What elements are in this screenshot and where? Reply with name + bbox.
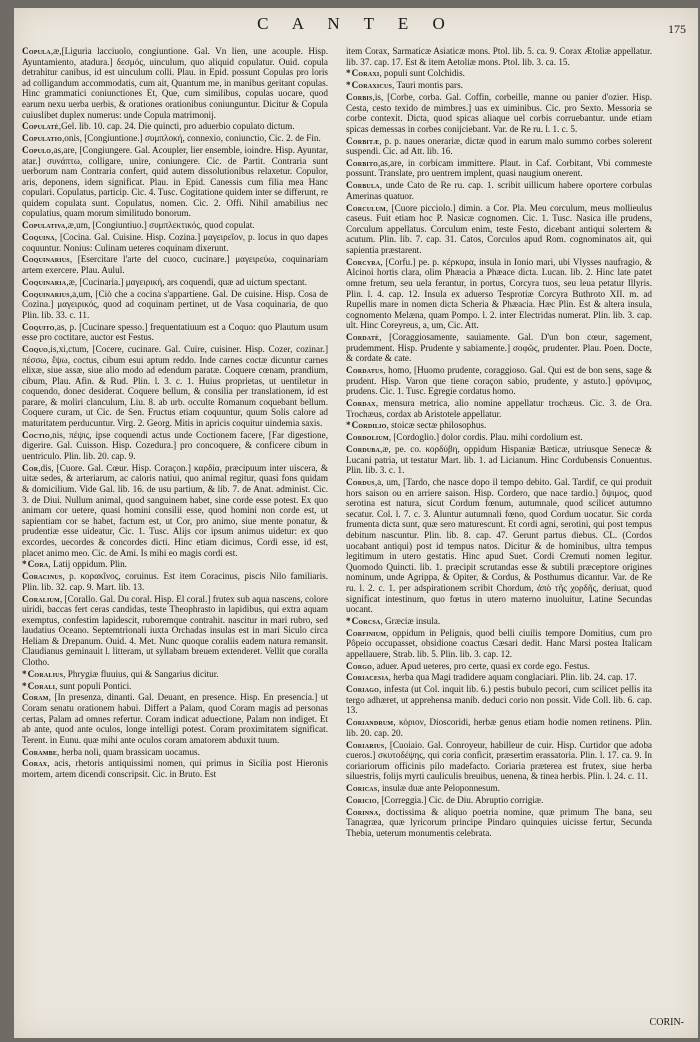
dictionary-entry: [346, 46, 652, 67]
entry-text: ,dis, [Cuore. Gal. Cœur. Hisp. Coraçon.] καρδία, præcipuum inter uiscera, & uitæ sedes, & arteriarum, ac caloris natiui, quo animal regitur, quasi fons quidam & domicilium. Vide Gal. lib. 16. de usu partium, & lib. 7. de Anat. administ. Cic. 3. de Diui. Nullum animal, quod sanguinem habet, sine corde esse potest. Ex quo animam cor uetere, quasi homini consilii esse, quod homini non corde est, ut sapientiam cor se habet, factum est, ut Cor, pro animo, siue mente ponatur, & prudentiæ esse uideatur, Cic. 1. Tusc. Alijs cor ipsum animus uidetur: ex quo excordes, uecordes & concordes dicti. Hinc etiam dicimus, Cordi esse, id est, placet animo meo. Cic. de Ami. Is mihi eo magis cordi est.: [22, 462, 328, 558]
headword: Coctio: [22, 429, 50, 440]
headword: Corgo: [346, 660, 372, 671]
dictionary-entry: [346, 444, 652, 476]
entry-text: , κόριον, Dioscoridi, herbæ genus etiam hodie nomen retinens. Plin. lib. 20. cap. 20.: [346, 717, 652, 738]
dictionary-entry: [346, 616, 652, 627]
entry-text: item Corax, Sarmaticæ Asiaticæ mons. Ptol. lib. 5. ca. 9. Corax Ætoliæ appellatur. lib. 37. cap. 17. Est & item Aetoliæ mons. Ptol. lib. 3. ca. 15.: [346, 46, 652, 67]
entry-text: , [Cordoglio.] dolor cordis. Plau. mihi cordolium est.: [388, 432, 583, 443]
dictionary-entry: [22, 559, 328, 570]
dictionary-entry: [22, 692, 328, 745]
headword: Coralius: [27, 668, 64, 679]
dictionary-entry: [22, 463, 328, 558]
dictionary-entry: [346, 477, 652, 615]
dictionary-entry: [346, 80, 652, 91]
headword: Cordolium: [346, 432, 389, 443]
dictionary-entry: [22, 322, 328, 343]
dictionary-entry: [22, 289, 328, 321]
dictionary-entry: [22, 232, 328, 253]
dictionary-entry: [22, 758, 328, 779]
headword: Coriarius: [346, 739, 385, 750]
entry-text: , acis, rhetoris antiquissimi nomen, qui primus in Sicilia post Hieronis mortem, artem dicendi conscripsit. Cic. in Bruto. Est: [22, 758, 328, 779]
entry-text: , p. κορακῖνος, coruinus. Est item Coracinus, piscis Nilo familiaris. Plin. lib. 32. cap. 9. Mart. lib. 13.: [22, 571, 328, 592]
asterisk-mark: *: [346, 615, 351, 626]
headword: Coquito: [22, 321, 55, 332]
headword: Corbito: [346, 157, 378, 168]
dictionary-entry: [346, 672, 652, 683]
headword: Cordatè: [346, 332, 380, 343]
headword: Coracinus: [22, 571, 63, 582]
entry-text: ,æ, [Cucinaria.] μαγειρική, ars coquendi, quæ ad uictum spectant.: [66, 276, 307, 287]
headword: Coquinarius: [22, 288, 70, 299]
entry-text: , [Corfu.] pe. p. κέρκυρα, insula in Ionio mari, ubi Vlysses naufragio, & Alcinoi hortis clara, olim Phæacia a Phæace dicta. Lucan. lib. 2. Hinc late patet omne fretum, seu uela ferantur, in portus, Corcyra tuos, seu leua petatur Illyris. Plin. l. 4. cap. 12. Insula ex aduerso Tesprotiæ Corcyra Buthroto XII. m. ad Rupellis mare in nomen dicta Scheria & Phæacia. Hæc Plin. Est & altera insula, cognomento Melæna, quam Pompo. l. 2. inter Electridas numerat. Plin. lib. 3. cap. ult. Hinc Coreyreus, a, um, Cic. Att.: [346, 256, 652, 331]
entry-text: , [Cocina. Gal. Cuisine. Hisp. Cozina.] μαγειρεῖον, p. locus in quo dapes coquuntur. Nonius: Culinam ueteres coquinam dixerunt.: [22, 232, 328, 253]
entry-text: ,Gel. lib. 10. cap. 24. Die quincti, pro aduerbio copulato dictum.: [58, 121, 295, 132]
headword: Corbula: [346, 180, 380, 191]
entry-text: , homo, [Huomo prudente, coraggioso. Gal. Qui est de bon sens, sage & prudent. Hisp. Varon que tiene coraçon sabio, prudente, y astuto.] φρόνιμος, prudens. Cic. 1. Tusc. Egregie cordatus homo.: [346, 365, 652, 397]
dictionary-entry: [346, 92, 652, 134]
dictionary-entry: [346, 783, 652, 794]
headword: Copulatè: [22, 121, 59, 132]
dictionary-entry: [346, 136, 652, 157]
entry-text: ,a,um, [Ciò che a cocina s'appartiene. Gal. De cuisine. Hisp. Cosa de Cozina.] μαγειρικός, quod ad coquinam pertinet, ut de Vasa coquinaria, de quo Plin. lib. 33. c. 11.: [22, 288, 328, 320]
dictionary-entry: [22, 430, 328, 462]
entry-text: , Tauri montis pars.: [392, 80, 463, 91]
headword: Corcsa: [351, 615, 381, 626]
asterisk-mark: *: [22, 559, 27, 570]
entry-text: , [Coraggiosamente, sauiamente. Gal. D'un bon cœur, sagement, prudemment. Hisp. Prudente y sabiamente.] σοφῶς, prudenter. Plau. Poen. Docte, & cordate & cate.: [346, 332, 652, 364]
headword: Coquo: [22, 343, 48, 354]
dictionary-entry: [346, 68, 652, 79]
running-head: C A N T E O: [257, 14, 455, 33]
headword: Coram: [22, 692, 49, 703]
dictionary-entry: [22, 277, 328, 288]
dictionary-entry: [346, 203, 652, 256]
entry-text: ,as, p. [Cucinare spesso.] frequentatiuum est a Coquo: quo Plautum usum esse pro coctitare, auctor est Festus.: [22, 321, 328, 343]
dictionary-entry: [346, 180, 652, 201]
headword: Copula: [22, 46, 51, 56]
entry-text: , populi sunt Colchidis.: [379, 68, 465, 79]
entry-text: , Latij oppidum. Plin.: [48, 559, 127, 570]
dictionary-entry: [346, 398, 652, 419]
headword: Coriacesia: [346, 672, 389, 683]
dictionary-entry: [22, 681, 328, 692]
headword: Coriandrum: [346, 717, 394, 728]
dictionary-entry: [346, 795, 652, 806]
entry-text: , unde Cato de Re ru. cap. 1. scribit uillicum habere oportere corbulas Amerinas quatuor.: [346, 180, 652, 201]
dictionary-entry: [346, 432, 652, 443]
headword: Copulativa: [22, 220, 66, 231]
headword: Copulo: [22, 144, 52, 155]
headword: Coralium: [22, 593, 60, 604]
dictionary-entry: [346, 365, 652, 397]
dictionary-entry: [346, 628, 652, 660]
entry-text: ,æ,um, [Congiuntiuo.] συμπλεκτικός, quod copulat.: [65, 220, 255, 231]
entry-text: , oppidum in Pelignis, quod belli ciuilis tempore Domitius, cum pro Pôpeio occupasset, obsidione coactus Cæsari dedit. Hanc Marsi postea Italicam appellauere, Strab. lib. 5. Plin. lib. 3. cap. 12.: [346, 627, 652, 659]
headword: Corcyra: [346, 256, 381, 267]
page: [14, 8, 698, 1038]
headword: Corculum: [346, 202, 386, 213]
asterisk-mark: *: [22, 668, 27, 679]
headword: Coraxicus: [351, 80, 393, 91]
headword: Cordatus: [346, 365, 384, 376]
headword: Corinna: [346, 806, 379, 817]
entry-text: ,æ, pe. co. κορδύβη, oppidum Hispaniæ Bæticæ, utriusque Senecæ & Lucani patria, ut testatur Mart. lib. 1. ad Licianum. Hinc Cordubensis Conuentus. Plin. lib. 3. c. 1.: [346, 444, 652, 476]
headword: Corambe: [22, 746, 58, 757]
headword: Coraxi: [351, 68, 380, 79]
dictionary-entry: [346, 684, 652, 716]
headword: Corbitæ: [346, 135, 380, 146]
catchword: CORIN-: [649, 1017, 684, 1028]
entry-text: ,a, um, [Tardo, che nasce dopo il tempo debito. Gal. Tardif, ce qui produit hors saison ou en arriere saison. Hisp. Cordero, que nace tardio.] ὄψιμος, quod serotina est natura, sicut Cordum fœnum, autumnale, quod scilicet autumno secatur. Col. l. 7. c. 3. Aluntur autumnali fœno, quod Cordum uocatur. Sic corda frumenta dicta sunt, quæ sero maturescunt. Et cordi agni, serotini, qui post tempus debitum nascuntur. Plin. lib. 8. cap. 47. Gerunt partus diebus. CL. (Cordos uocabant antiqui) post id tempus natos. Dicitur & de hominibus, ultra tempus legitimum in utero gestatis. Hinc apud Suet. Cordi Cremuti nomen legitur. Quomodo Quincti. lib. 1. præcipit scrutandas esse & subtili præceptore origines nominum, unde Agrippa, & Opiter, & Cordus, & Posthumus dicantur. Var. de Re ru. l. 2. c. 1. per adspirationem scribit Chordum, ἀπὸ τῆς χορδῆς, deriuat, quod significat intestinum, quo fœtus in utero materno inuoluitur, Latine Secundas uocant.: [346, 476, 652, 615]
entry-text: , [Cuore picciolo.] dimin. a Cor. Pla. Meu corculum, meus mollieulus caseus. Fuit etiam hoc P. Nasicæ cognomen. Cic. 1. Tusc. Nasica ille prudens, Corculum appellatus. Corculum enim, teste Festo, dicebant antiqui solertem & acutum. Plin. lib. 7. cap. 31. Catos, Corculos apud Rom. cognominatos ait, qui sapientia præstarent.: [346, 202, 652, 255]
entry-text: , sunt populi Pontici.: [55, 680, 132, 691]
entry-text: , herba qua Magi tradidere aquam conglaciari. Plin. lib. 24. cap. 17.: [388, 672, 637, 683]
dictionary-entry: [22, 133, 328, 144]
entry-text: ,æ,[Liguria lacciuolo, congiuntione. Gal. Vn lien, une acouple. Hisp. Ayuntamiento, atadura.] δεσμός, uinculum, quo aliquid copulatur. Ouid. copula detrahitur canibus, id est uinculum colli. Plau. in Epid. possunt Copulas pro loris ad colligandum accommodatis, cum ait, Quantum me, in manibus geritant copulas. Hinc grammatici coniunctiones Et, Que, cum similibus, copulas uocare, quod earum nexu uerba uerbis, & orationes orationibus coniunguntur. Dicitur & Copula cuiuslibet duplex numerus: unde Copula matrimonij.: [22, 46, 328, 120]
headword: Corduba: [346, 444, 381, 454]
headword: Corax: [22, 758, 48, 769]
dictionary-entry: [22, 46, 328, 120]
headword: Corfinium: [346, 627, 387, 638]
entry-text: ,is,xi,ctum, [Cocere, cucinare. Gal. Cuire, cuisiner. Hisp. Cozer, cozinar.] πέσσω, ἕψω, coctus, cibum esui aptum reddo. Inde carnes coctæ dicuntur carnes elixæ, siue assæ, siue alio modo ad edendum paratæ. Coquere cœnam, prandium, cibum, Plau. Afin. & Rud. Plin. l. 3. c. 1. Huius proprietas, ut uentiletur in coquendo, donec desiderat. Coquere bellum, & consilia per translationem, id est parare, & moliri clanculum, Liu. 8. ab urb. occulte Romanum coquebant bellum. Coquere curam, ut Cic. de Sen. Fructus etiam coquuntur, quum Solis calore ad maturitatem perducuntur. Virg. 2. Georg. Mitis in apricis coquitur uindemia saxis.: [22, 343, 328, 429]
headword: Cordus: [346, 476, 375, 487]
dictionary-entry: [22, 344, 328, 429]
dictionary-entry: [22, 121, 328, 132]
entry-text: , aduer. Apud ueteres, pro certe, quasi ex corde ego. Festus.: [371, 660, 590, 671]
asterisk-mark: *: [22, 680, 27, 691]
dictionary-entry: [346, 158, 652, 179]
entry-text: ,onis, [Congiuntione.] συμπλοκή, connexio, coniunctio, Cic. 2. de Fin.: [62, 133, 321, 144]
dictionary-entry: [22, 571, 328, 592]
entry-text: ,as,are, in corbicam immittere. Plaut. in Caf. Corbitant, Vbi commeste possunt. Translate, pro uentrem implent, quasi naugium onerent.: [346, 157, 652, 179]
entry-text: , Phrygiæ fluuius, qui & Sangarius dicitur.: [63, 668, 219, 679]
dictionary-entry: [346, 717, 652, 738]
headword: Coricio: [346, 794, 377, 805]
entry-text: , infesta (ut Col. inquit lib. 6.) pestis bubulo pecori, cum scilicet pellis ita tergo adhæret, ut apprehensa manib. deduci corio non possit. Vide Coll. lib. 6. cap. 13.: [346, 684, 652, 716]
headword: Coquinarius: [22, 254, 70, 265]
entry-text: , herba noli, quam brassicam uocamus.: [57, 746, 200, 757]
headword: Cordax: [346, 398, 376, 409]
dictionary-entry: [22, 254, 328, 275]
dictionary-entry: [22, 220, 328, 231]
dictionary-entry: [346, 332, 652, 364]
headword: Cor: [22, 462, 39, 473]
dictionary-entry: [22, 594, 328, 668]
headword: Coricas: [346, 783, 378, 794]
entry-text: , [Cuoiaio. Gal. Conroyeur, habilleur de cuir. Hisp. Curtidor que adoba cueros.] σκυτοδέψης, qui coria conficit, præsertim erassatoria. Plin. l. 17. ca. 9. In coriariorum officinis pilo madefacto. Coriaria præterea est frutex, siue herba siluestris, folijs myrti cauliculis breuibus, uenena, & tinea herbis. Plin. l. 24. c. 11.: [346, 739, 652, 782]
entry-text: , mensura metrica, alio nomine appellatur trochæus. Cic. 3. de Ora. Trochæus, cordax ab Aristotele appellatur.: [346, 398, 652, 419]
entry-text: ,as,are, [Congiungere. Gal. Acoupler, lier ensemble, ioindre. Hisp. Ayuntar, atar.] συνάπτω, colligare, unire, coniungere. Cic. de Partit. Contraria sunt uerborum nam Contraria confert, quid autem dissolutionibus relaxetur. Copulor, aris, deponens, idem significat. Plau. in Epid. Canessis cum filia mea Hanc copulari. Copulatus, particip. Cic. 4. Tusc. Cogitatione quidem inter se differunt, re quidem copulata sunt. Copulatus, nomen. Cic. 2. Offi. Nihil amabilius nec copulatius, quam morum similitudo bonorum.: [22, 144, 328, 219]
headword: Corali: [27, 680, 56, 691]
entry-text: , insulæ duæ ante Peloponnesum.: [377, 783, 500, 794]
entry-text: , [Correggia.] Cic. de Diu. Abruptio corrigiæ.: [376, 794, 544, 805]
entry-text: ,nis, πέψις, ipse coquendi actus unde Coctionem facere, [Far digestione, digerire. Gal. Cuisson. Hisp. Cozedura.] pro concoquere, & conficere cibum in uentriculo. Plin. lib. 20. cap. 9.: [22, 429, 328, 462]
dictionary-entry: [22, 747, 328, 758]
dictionary-entry: [22, 145, 328, 219]
asterisk-mark: *: [346, 420, 351, 431]
headword: Cordilio: [351, 420, 387, 431]
dictionary-entry: [346, 257, 652, 331]
dictionary-entry: [22, 669, 328, 680]
headword: Cora: [27, 559, 49, 570]
entry-text: , stoicæ sectæ philosophus.: [386, 420, 487, 431]
entry-text: , Græciæ insula.: [380, 615, 441, 626]
page-number: 175: [668, 22, 686, 36]
asterisk-mark: *: [346, 80, 351, 91]
entry-text: , [In presenza, dinanti. Gal. Deuant, en presence. Hisp. En presencia.] ut Coram senatu orationem habui. Differt a Palam, quod Coram magis ad personas certas, Palam ad omnes refertur. Coram indicat aduectione, Palam non indiget. Et ab ante, quod ante oculos, longe intelligi potest. Coram proximitatem significat. Terent. in Eunu. quæ mihi ante oculos coram amatorem abduxit tuum.: [22, 692, 328, 745]
entry-text: , [Esercitare l'arte del cuoco, cucinare.] μαγειρεύω, coquinariam artem exercere. Plau. Aulul.: [22, 254, 328, 275]
left-column: [22, 46, 328, 1026]
headword: Corbis: [346, 91, 373, 102]
entry-text: , p. p. naues onerariæ, dictæ quod in earum malo summo corbes solerent suspendi. Cic. ad Att. lib. 16.: [346, 135, 652, 157]
headword: Coquinaria: [22, 276, 67, 287]
asterisk-mark: *: [346, 68, 351, 79]
entry-text: , doctissima & aliquo poetria nomine, quæ primum The bana, seu Tanagræa, quæ lyricorum principe Pindaro quinquies uicisse fertur, Secunda Thebia, ueterum monumentis celebrata.: [346, 806, 652, 838]
headword: Coquina: [22, 232, 55, 243]
entry-text: ,is, [Corbe, corba. Gal. Coffin, corbeille, manne ou panier d'ozier. Hisp. Cesta, cesto texido de mimbres.] uas ex uiminibus. Cic. pro Sexto. Messoria se corbe contexit. Dicta, quod spicas aliaque uel corbis corruebantur. unde etiam spicas demessas in corbes conijciebant. Var. de Re ru. l. 1. c. 5.: [346, 91, 652, 134]
dictionary-entry: [346, 661, 652, 672]
dictionary-entry: [346, 740, 652, 782]
right-column: [346, 46, 652, 1026]
entry-text: , [Corallo. Gal. Du coral. Hisp. El coral.] frutex sub aqua nascens, colore uiridi, baccas fert ceras candidas, teste Theophrasto in lapidibus, qui extra aquam exemptus, confestim lapidescit, ruboremque contrahit. nascitur in mari rubro, sed laudatius Oceano. Septemtrionali iuxta Orchadas insulas est in mari Siculo circa Heliam & Drepanum. Ouid. 4. Met. Nunc quoque coraliis eadem natura remansit. Claudianus geminauit l. litteram, ut syllabam breuem extenderet. Vellit que coralla Clotho.: [22, 593, 328, 668]
headword: Coriago: [346, 684, 380, 695]
dictionary-entry: [346, 807, 652, 839]
headword: Copulatio: [22, 133, 62, 144]
dictionary-entry: [346, 420, 652, 431]
